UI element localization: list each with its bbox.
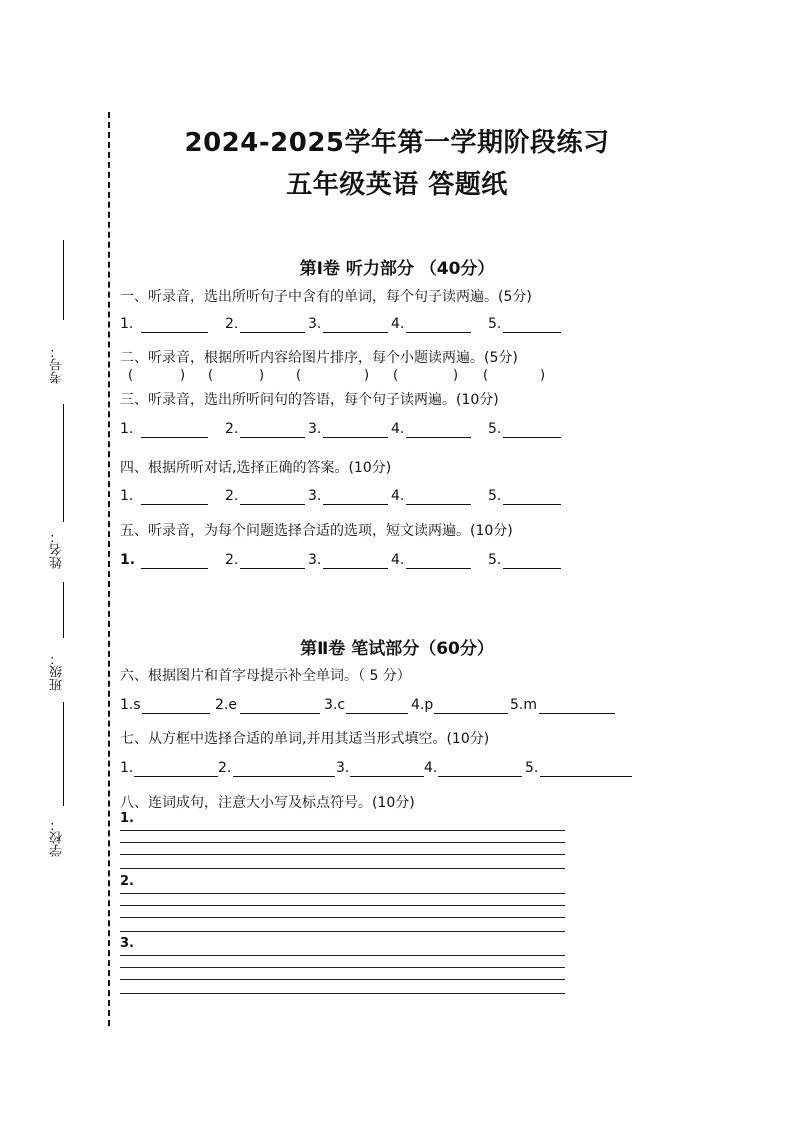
writing-line[interactable] <box>120 993 565 994</box>
word-prompt: 3.c <box>324 697 346 713</box>
answer-blank[interactable] <box>539 713 615 714</box>
answer-blank[interactable] <box>406 437 471 438</box>
section6-answer-row <box>0 697 794 719</box>
section7-instruction: 七、从方框中选择合适的单词,并用其适当形式填空。(10分) <box>120 731 490 747</box>
answer-number: 5. <box>488 421 502 437</box>
section2-ordering-row <box>0 368 794 384</box>
section1-answer-row <box>0 316 794 338</box>
answer-blank[interactable] <box>141 437 208 438</box>
writing-line[interactable] <box>120 967 565 968</box>
word-prompt: 2.e <box>215 697 237 713</box>
paren-close: ) <box>364 368 370 383</box>
sentence-number: 3. <box>120 936 134 951</box>
answer-blank[interactable] <box>233 776 335 777</box>
answer-blank[interactable] <box>134 776 218 777</box>
writing-line[interactable] <box>120 842 565 843</box>
answer-number: 3. <box>308 316 322 332</box>
paren-open: ( <box>128 368 134 383</box>
word-prompt: 4.p <box>411 697 434 713</box>
writing-line[interactable] <box>120 868 565 869</box>
section5-answer-row <box>0 552 794 574</box>
answer-number: 5. <box>488 488 502 504</box>
answer-blank[interactable] <box>406 504 471 505</box>
paren-close: ) <box>259 368 265 383</box>
answer-number: 3. <box>308 552 322 568</box>
answer-blank[interactable] <box>406 332 471 333</box>
answer-number: 1. <box>120 488 134 504</box>
answer-number: 4. <box>391 488 405 504</box>
sentence-number: 1. <box>120 811 134 826</box>
part2-heading: 第Ⅱ卷 笔试部分（60分） <box>300 639 494 659</box>
answer-number: 2. <box>225 552 239 568</box>
answer-number: 2. <box>225 421 239 437</box>
answer-blank[interactable] <box>406 568 471 569</box>
answer-number: 4. <box>391 552 405 568</box>
exam-no-line <box>63 240 64 320</box>
answer-blank[interactable] <box>240 568 305 569</box>
answer-number: 3. <box>308 488 322 504</box>
paren-close: ) <box>540 368 546 383</box>
answer-blank[interactable] <box>142 713 210 714</box>
answer-blank[interactable] <box>323 568 388 569</box>
answer-number: 1. <box>120 552 136 568</box>
answer-blank[interactable] <box>141 332 208 333</box>
answer-blank[interactable] <box>323 437 388 438</box>
section3-instruction: 三、听录音，选出所听问句的答语，每个句子读两遍。(10分) <box>120 392 499 408</box>
answer-blank[interactable] <box>503 332 561 333</box>
section7-answer-row <box>0 760 794 782</box>
writing-line[interactable] <box>120 955 565 956</box>
answer-number: 4. <box>391 421 405 437</box>
section4-answer-row <box>0 488 794 510</box>
answer-blank[interactable] <box>323 504 388 505</box>
answer-number: 5. <box>488 316 502 332</box>
class-line <box>63 582 64 638</box>
writing-line[interactable] <box>120 893 565 894</box>
page-title: 2024-2025学年第一学期阶段练习 <box>184 128 610 158</box>
section1-instruction: 一、听录音，选出所听句子中含有的单词，每个句子读两遍。(5分) <box>120 289 532 305</box>
section5-instruction: 五、听录音，为每个问题选择合适的选项，短文读两遍。(10分) <box>120 523 513 539</box>
part1-heading: 第Ⅰ卷 听力部分 （40分） <box>299 259 495 279</box>
exam-no-label: 考号： <box>50 345 65 384</box>
answer-blank[interactable] <box>240 332 305 333</box>
paren-open: ( <box>483 368 489 383</box>
section2-instruction: 二、听录音，根据所听内容给图片排序，每个小题读两遍。(5分) <box>120 350 518 366</box>
name-label: 姓名： <box>50 530 65 569</box>
writing-line[interactable] <box>120 917 565 918</box>
word-prompt: 5.m <box>510 697 537 713</box>
writing-line[interactable] <box>120 854 565 855</box>
answer-number: 2. <box>225 488 239 504</box>
answer-number: 4. <box>391 316 405 332</box>
answer-blank[interactable] <box>240 437 305 438</box>
section6-instruction: 六、根据图片和首字母提示补全单词。（ 5 分） <box>120 668 411 684</box>
answer-number: 5. <box>525 760 539 776</box>
paren-close: ) <box>453 368 459 383</box>
writing-line[interactable] <box>120 979 565 980</box>
sentence-number: 2. <box>120 874 134 889</box>
writing-line[interactable] <box>120 905 565 906</box>
paren-open: ( <box>393 368 399 383</box>
answer-blank[interactable] <box>346 713 408 714</box>
answer-number: 5. <box>488 552 502 568</box>
paren-open: ( <box>296 368 302 383</box>
answer-number: 3. <box>308 421 322 437</box>
answer-blank[interactable] <box>503 568 561 569</box>
answer-number: 4. <box>424 760 438 776</box>
answer-blank[interactable] <box>240 713 320 714</box>
answer-blank[interactable] <box>503 504 561 505</box>
section8-instruction: 八、连词成句，注意大小写及标点符号。(10分) <box>120 795 415 811</box>
answer-number: 2. <box>218 760 232 776</box>
answer-blank[interactable] <box>540 776 632 777</box>
school-label: 学校： <box>50 818 65 857</box>
answer-number: 2. <box>225 316 239 332</box>
section4-instruction: 四、根据所听对话,选择正确的答案。(10分) <box>120 460 392 476</box>
answer-number: 1. <box>120 421 134 437</box>
paren-close: ) <box>180 368 186 383</box>
answer-number: 1. <box>120 316 134 332</box>
section3-answer-row <box>0 421 794 443</box>
word-prompt: 1.s <box>120 697 141 713</box>
paren-open: ( <box>208 368 214 383</box>
answer-blank[interactable] <box>323 332 388 333</box>
page-subtitle: 五年级英语 答题纸 <box>286 170 508 200</box>
answer-blank[interactable] <box>434 713 508 714</box>
writing-line[interactable] <box>120 931 565 932</box>
answer-blank[interactable] <box>240 504 305 505</box>
answer-blank[interactable] <box>503 437 561 438</box>
writing-line[interactable] <box>120 830 565 831</box>
answer-blank[interactable] <box>141 568 208 569</box>
answer-blank[interactable] <box>141 504 208 505</box>
answer-number: 3. <box>336 760 350 776</box>
class-label: 班级： <box>50 652 65 691</box>
answer-number: 1. <box>120 760 134 776</box>
answer-blank[interactable] <box>350 776 424 777</box>
answer-blank[interactable] <box>438 776 522 777</box>
